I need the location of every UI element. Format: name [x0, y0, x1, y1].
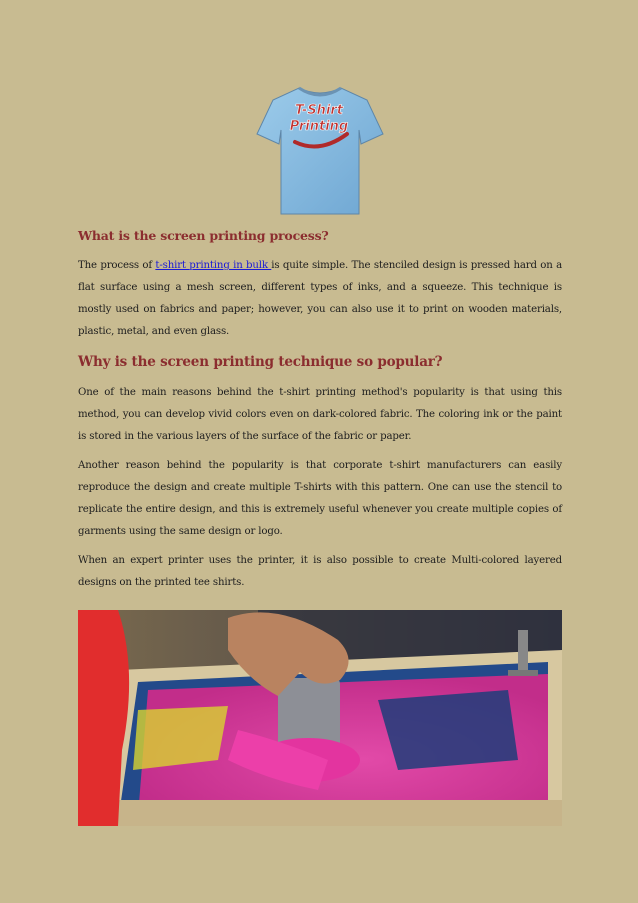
heading-why-popular: Why is the screen printing technique so popular?: [78, 354, 443, 370]
logo-text-line1: T-Shirt: [294, 103, 344, 118]
paragraph-popular-3: When an expert printer uses the printer, it is also possible to create Multi-colored layered designs on the printed tee shirts.: [78, 555, 562, 588]
paragraph-popular-1: One of the main reasons behind the t-shirt printing method's popularity is that using this method, you can develop vivid colors even on dark-colored fabric. The coloring ink or the paint is stored in the various layers of the surface of the fabric or paper.: [78, 387, 562, 442]
paragraph-process-text-start: The process of: [78, 260, 156, 271]
paragraph-process-text-end: is quite simple. The stenciled design is pressed hard on a flat surface using a mesh screen, different types of inks, and a squeeze. This technique is mostly used on fabrics and paper; however, you can also use it to print on wooden materials, plastic, metal, and even glass.: [78, 260, 562, 337]
screen-printing-photo: [78, 610, 562, 826]
tshirt-image: [255, 82, 385, 218]
tshirt-icon: [255, 82, 385, 218]
heading-screen-printing-process: What is the screen printing process?: [78, 228, 329, 243]
logo-text-line2: Printing: [289, 119, 349, 134]
link-tshirt-printing-bulk[interactable]: t-shirt printing in bulk: [155, 260, 272, 271]
paragraph-process: [78, 255, 562, 343]
paragraph-popular-2: Another reason behind the popularity is that corporate t-shirt manufacturers can easily reproduce the design and create multiple T-shirts with this pattern. One can use the stencil to replicate the entire design, and this is extremely useful whenever you create multiple copies of garments using the same design or logo.: [78, 460, 562, 537]
